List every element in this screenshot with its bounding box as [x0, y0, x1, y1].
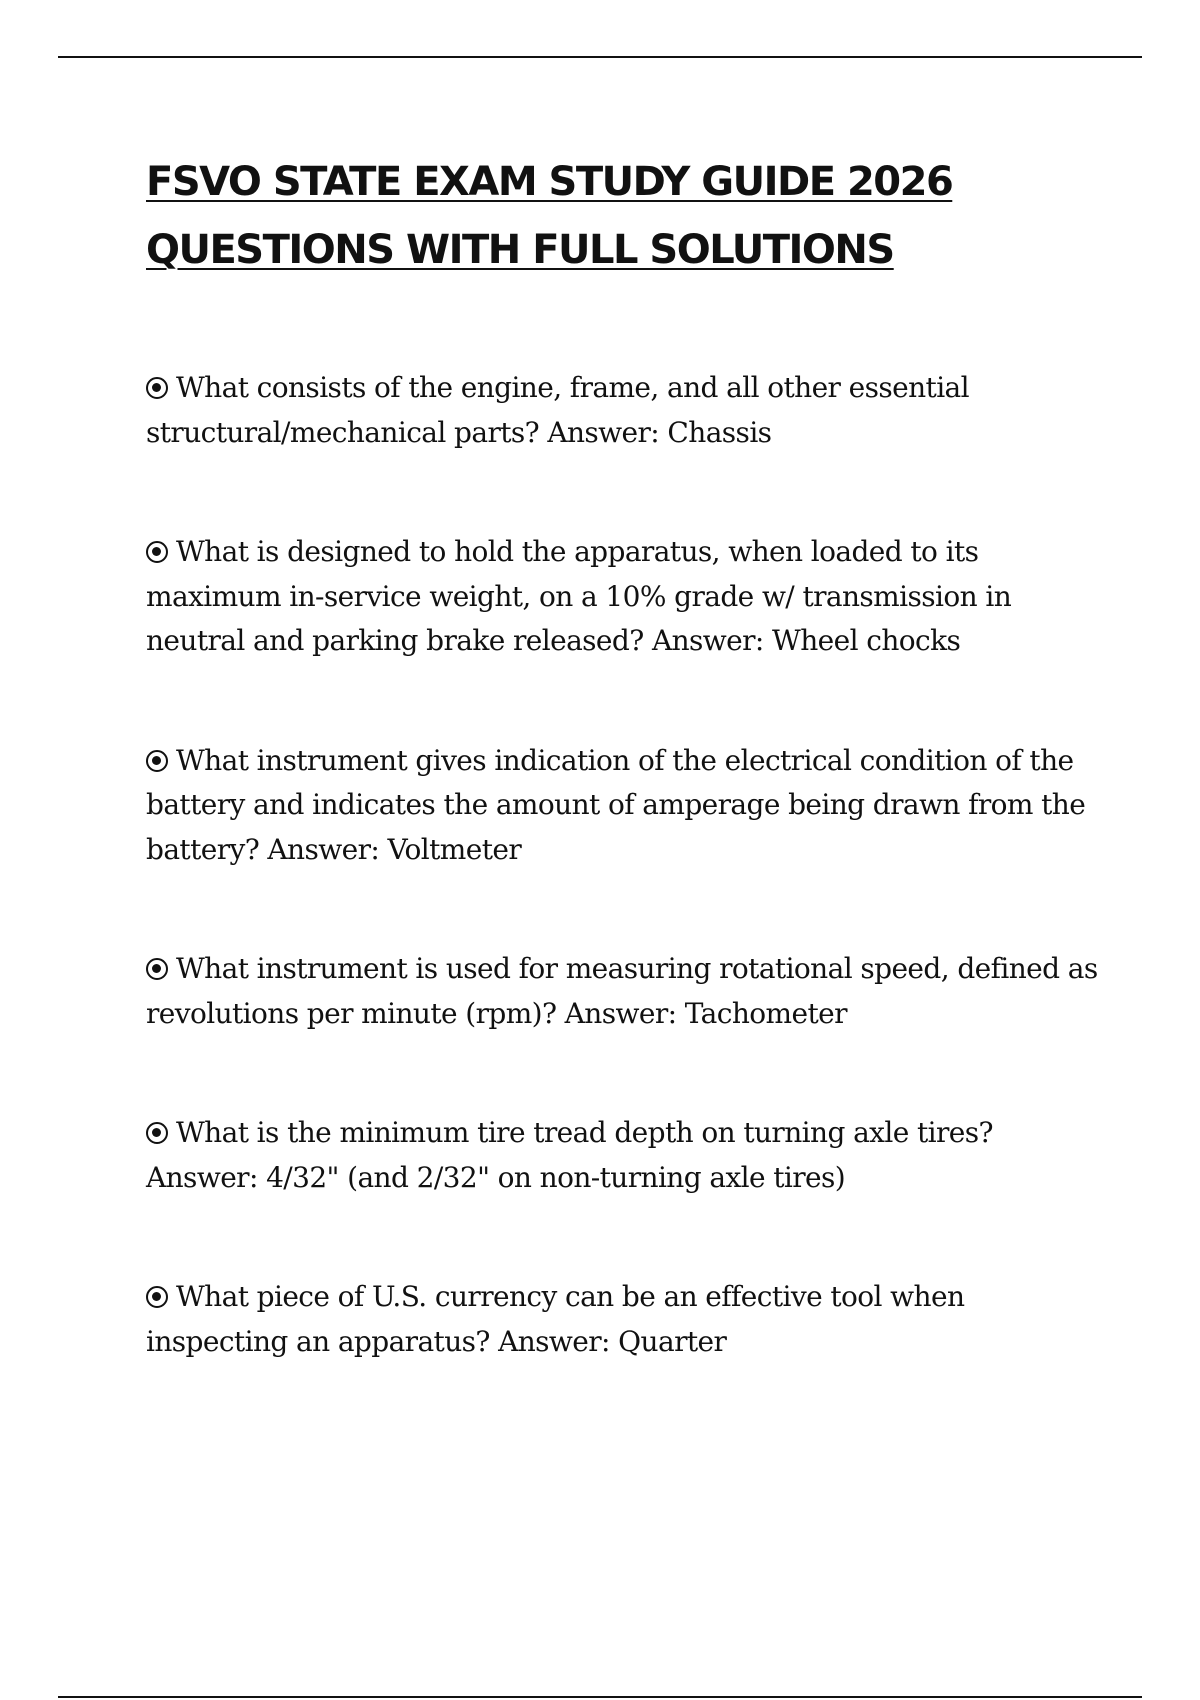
question-text: What piece of U.S. currency can be an effective tool when inspecting an apparatus? Answer: Quarter: [146, 1280, 965, 1358]
question-text: What consists of the engine, frame, and all other essential structural/mechanical parts? Answer: Chassis: [146, 371, 969, 449]
question-text: What is the minimum tire tread depth on turning axle tires? Answer: 4/32" (and 2/32" on non-turning axle tires): [146, 1116, 993, 1194]
title-line-2: QUESTIONS WITH FULL SOLUTIONS: [146, 227, 894, 273]
radio-bullet-icon: [146, 958, 168, 980]
bottom-rule: [58, 1696, 1142, 1698]
radio-bullet-icon: [146, 1122, 168, 1144]
question-item: [146, 739, 1106, 873]
question-item: [146, 1275, 1106, 1364]
radio-bullet-icon: [146, 377, 168, 399]
radio-bullet-icon: [146, 541, 168, 563]
top-rule: [58, 56, 1142, 58]
radio-bullet-icon: [146, 750, 168, 772]
document-body: [146, 148, 1106, 1439]
question-item: [146, 947, 1106, 1036]
question-text: What instrument is used for measuring rotational speed, defined as revolutions per minute (rpm)? Answer: Tachometer: [146, 952, 1098, 1030]
title-line-1: FSVO STATE EXAM STUDY GUIDE 2026: [146, 159, 953, 205]
page-title: [146, 148, 1106, 284]
question-item: [146, 366, 1106, 455]
question-item: [146, 1111, 1106, 1200]
question-text: What instrument gives indication of the electrical condition of the battery and indicates the amount of amperage being drawn from the battery? Answer: Voltmeter: [146, 743, 1086, 866]
question-list: [146, 366, 1106, 1364]
question-item: [146, 530, 1106, 664]
question-text: What is designed to hold the apparatus, when loaded to its maximum in-service weight, on a 10% grade w/ transmission in neutral and parking brake released? Answer: Wheel chocks: [146, 535, 1012, 657]
radio-bullet-icon: [146, 1286, 168, 1308]
